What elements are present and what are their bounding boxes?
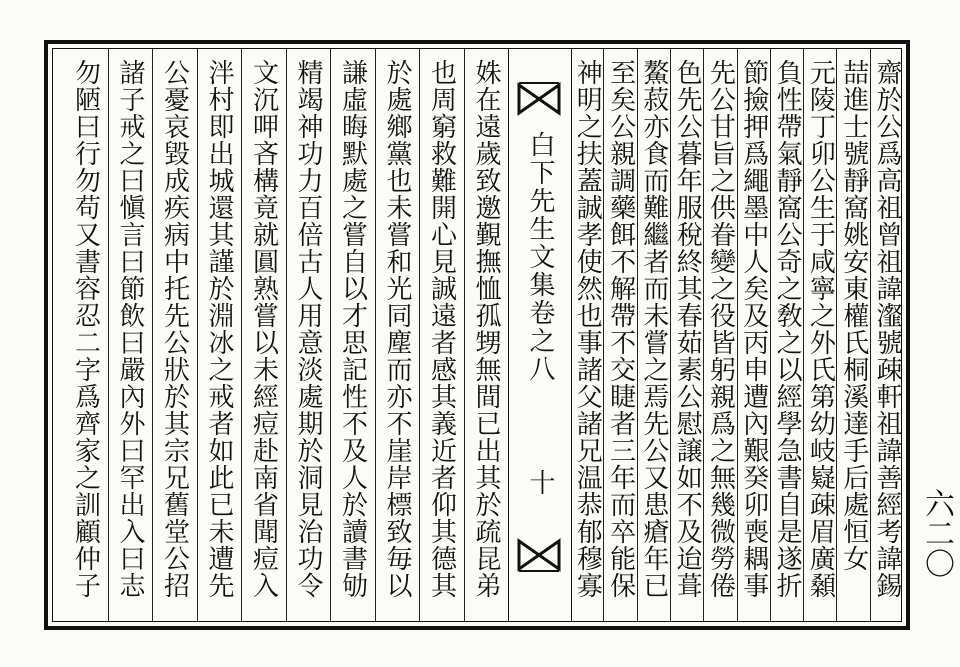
- text-column: 姝在遠歲致邀覲撫恤孤甥無間已出其於疏昆弟: [471, 59, 501, 599]
- column-rule: [375, 49, 376, 621]
- text-column: 謙虛晦默處之嘗自以才思記性不及人於讀書劬: [337, 59, 368, 599]
- column-rule: [836, 49, 837, 621]
- column-rule: [603, 49, 604, 621]
- text-column: 公憂哀毀成疾病中托先公狀於其宗兄舊堂公招: [159, 59, 190, 599]
- text-column: 元陵丁卯公生于咸寧之外氏第幼岐嶷疎眉廣顙: [805, 59, 836, 599]
- center-banner: [508, 49, 572, 621]
- page-number: 六二〇: [919, 488, 954, 578]
- text-column: 勿陋曰行勿苟又書容忍二字爲齊家之訓顧仲子: [70, 59, 101, 599]
- text-column: 齋於公爲高祖曾祖諱瀣號疎軒祖諱善經考諱錫: [871, 59, 902, 599]
- column-rule: [737, 49, 738, 621]
- column-rule: [770, 49, 771, 621]
- text-area: [52, 48, 902, 622]
- text-column: 色先公暮年服稅終其春茹素公慰譲如不及迨葺: [672, 59, 703, 599]
- leaf-number: 十: [525, 469, 555, 495]
- column-rule: [464, 49, 465, 621]
- text-column: 於處鄉黨也未嘗和光同塵而亦不崖岸標致毎以: [382, 59, 412, 599]
- column-rule: [152, 49, 153, 621]
- text-column: 喆進士號靜窩姚安東權氏桐溪達手后處恒女: [838, 59, 869, 572]
- collection-title: 白下先生文集卷之八: [525, 131, 555, 383]
- column-rule: [637, 49, 638, 621]
- text-column: 至矣公親調藥餌不解帶不交睫者三年而卒能保: [605, 59, 636, 599]
- column-rule: [670, 49, 671, 621]
- lower-fish-tail-icon: [517, 535, 561, 575]
- text-column: 文沉呷吝構竟就圓熟嘗以未經痘赴南省聞痘入: [248, 59, 279, 599]
- text-column: 神明之扶蓋誠孝使然也事諸父諸兄温恭郁穆寡: [572, 59, 603, 599]
- text-column: 鰲菽亦食而難繼者而未嘗之焉先公又患瘡年已: [638, 59, 669, 599]
- text-frame: [44, 40, 910, 630]
- text-column: 節撿押爲繩墨中人矣及丙申遭內艱癸卯喪耦事: [738, 59, 769, 599]
- text-column: 也周窮救難開心見誠遠者感其義近者仰其德其: [426, 59, 457, 599]
- text-column: 先公甘旨之供眷變之役皆躬親爲之無幾微勞倦: [705, 59, 736, 599]
- text-column: 泮村即出城還其謹於淵冰之戒者如此已未遭先: [204, 59, 234, 599]
- column-rule: [197, 49, 198, 621]
- text-column: 負性帶氣靜窩公奇之敎之以經學急書自是遂折: [772, 59, 803, 599]
- column-rule: [419, 49, 420, 621]
- column-rule: [803, 49, 804, 621]
- column-rule: [870, 49, 871, 621]
- column-rule: [286, 49, 287, 621]
- column-rule: [330, 49, 331, 621]
- column-rule: [241, 49, 242, 621]
- upper-fish-tail-icon: [517, 79, 561, 119]
- column-rule: [703, 49, 704, 621]
- text-column: 精竭神功力百倍古人用意淡處期於洞見治功令: [293, 59, 323, 599]
- text-column: 諸子戒之曰愼言曰節飲曰嚴內外曰罕出入曰志: [115, 59, 145, 599]
- column-rule: [108, 49, 109, 621]
